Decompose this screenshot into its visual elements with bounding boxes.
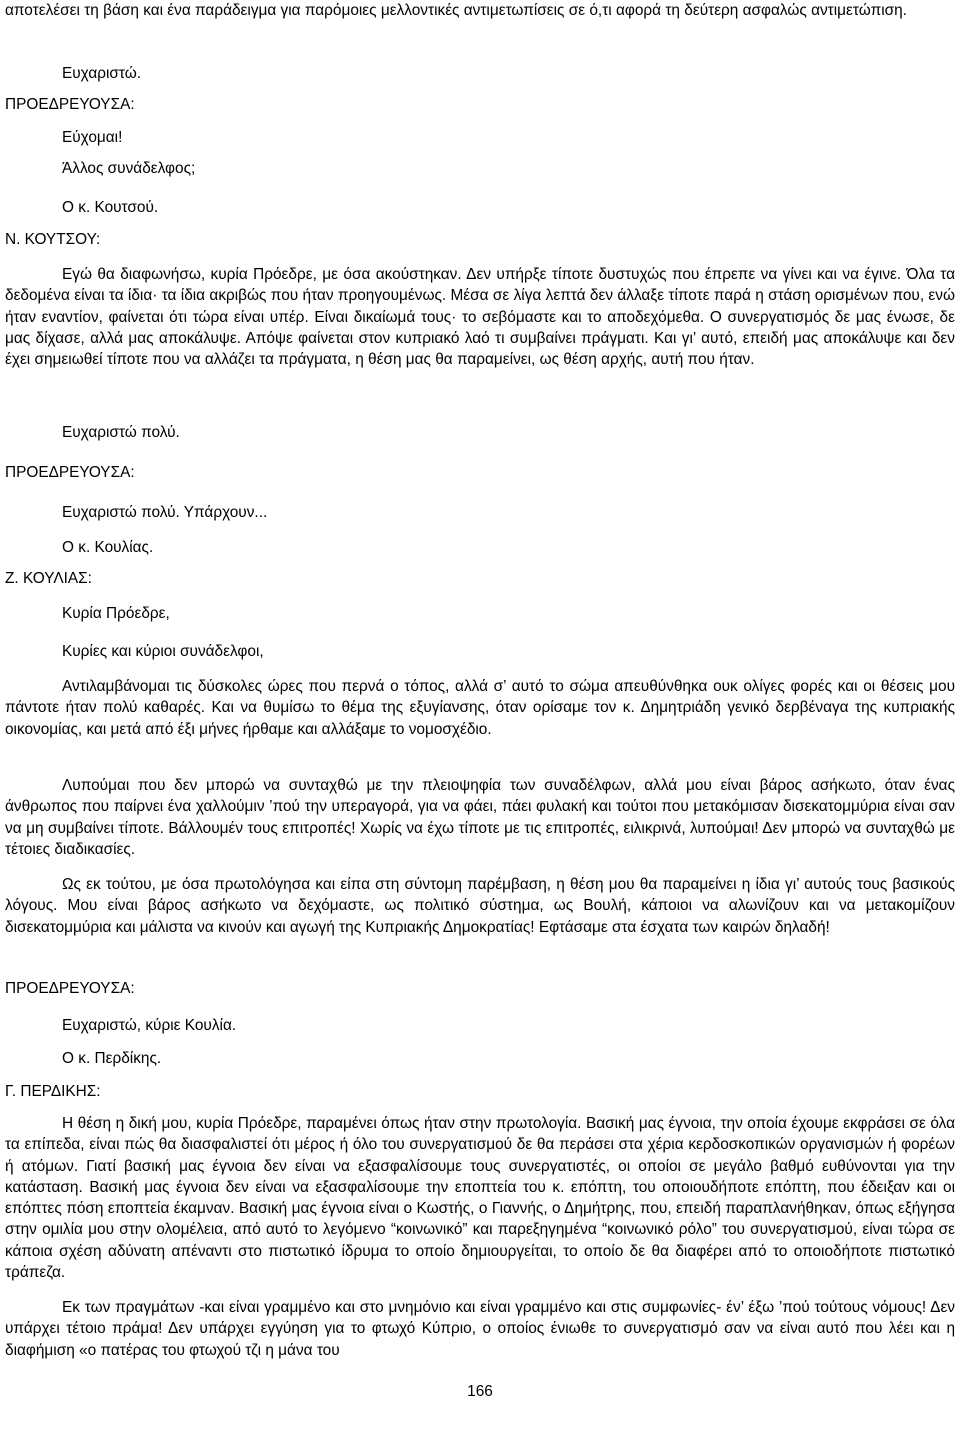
remark-thanks-koulias: Ευχαριστώ, κύριε Κουλία. (62, 1017, 237, 1034)
remark-thanks: Ευχαριστώ. (62, 65, 142, 82)
remark-thanks-there-are: Ευχαριστώ πολύ. Υπάρχουν... (62, 504, 268, 521)
salutation-colleagues: Κυρίες και κύριοι συνάδελφοι, (62, 643, 264, 660)
speaker-label-koulias: Ζ. ΚΟΥΛΙΑΣ: (5, 570, 92, 587)
paragraph-perdikis-1: Η θέση η δική μου, κυρία Πρόεδρε, παραμένει όπως ήταν στην πρωτολογία. Βασική μας έγνοια, την οποία έχουμε εκφράσει σε όλα τα επίπεδα, είναι πώς θα διασφαλιστεί ότι μέρος ή όλο του συνεργατισμού δε θα περάσει στα χέρια κερδοσκοπικών οργανισμών ή φορέων ή ατόμων. Γιατί βασική μας έγνοια δεν είναι να εξασφαλίσουμε τους συνεργατιστές, οι οποίοι σε μεγάλο βαθμό ευθύνονται για την κατάσταση. Βασική μας έγνοια δεν είναι να εξασφαλίσουμε την εποπτεία του κ. επόπτη, του οποιουδήποτε επόπτη, που έδειξαν και οι επόπτες πόση εποπτεία έκαμναν. Βασική μας έγνοια είναι ο Κωστής, ο Γιαννής, ο Δημήτρης, που, επειδή παραπλανήθηκαν, όπως εξήγησα στην ομιλία μου στην ολομέλεια, από αυτό το λεγόμενο “κοινωνικό” και παρεξηγημένα “κοινωνικό ρόλο” του συνεργατισμού, είναι τώρα σε κάποια σχέση αδύνατη απέναντι στο πιστωτικό ίδρυμα το οποίο δημιουργείται, το οποίο δε θα διαφέρει από το οποιοδήποτε πιστωτικό τράπεζα. (5, 1115, 955, 1282)
remark-other-colleague: Άλλος συνάδελφος; (62, 160, 196, 177)
paragraph-koulias-1: Αντιλαμβάνομαι τις δύσκολες ώρες που περνά ο τόπος, αλλά σ’ αυτό το σώμα απευθύνθηκα ουκ ολίγες φορές και οι θέσεις μου πάντοτε ήταν πολύ καθαρές. Και να θυμίσω το θέμα της εξυγίανσης, όταν ορίσαμε τον κ. Δημητριάδη γενικό δερβέναγα της κυπριακής οικονομίας, και μετά από έξι μήνες ήρθαμε και αλλάξαμε το νομοσχέδιο. (5, 678, 955, 738)
paragraph-koulias-2: Λυπούμαι που δεν μπορώ να συνταχθώ με την πλειοψηφία των συναδέλφων, αλλά μου είναι βάρος ασήκωτο, όταν ένας άνθρωπος που παίρνει ένα χαλλούμιν ’πού την υπεραγορά, για να φάει, πάει φυλακή και τούτοι που μετακόμισαν δισεκατομμύρια είναι σαν να μη συμβαίνει τίποτε. Βάλλουμέν τους επιτροπές! Χωρίς να έχω τίποτε με τις επιτροπές, ειλικρινά, λυπούμαι! Δεν μπορώ να συνταχθώ με τέτοιες διαδικασίες. (5, 777, 955, 858)
remark-call-koulias: Ο κ. Κουλίας. (62, 539, 154, 556)
paragraph-continuation: αποτελέσει τη βάση και ένα παράδειγμα για παρόμοιες μελλοντικές αντιμετωπίσεις σε ό,τι αφορά τη δεύτερη ασφαλώς αντιμετώπιση. (5, 2, 907, 19)
remark-call-koutsou: Ο κ. Κουτσού. (62, 199, 159, 216)
salutation-madam: Κυρία Πρόεδρε, (62, 605, 170, 622)
speaker-label-chair: ΠΡΟΕΔΡΕΥΟΥΣΑ: (5, 464, 135, 481)
speaker-label-chair: ΠΡΟΕΔΡΕΥΟΥΣΑ: (5, 96, 135, 113)
speaker-label-koutsou: Ν. ΚΟΥΤΣΟΥ: (5, 231, 101, 248)
paragraph-koulias-3: Ως εκ τούτου, με όσα πρωτολόγησα και είπα στη σύντομη παρέμβαση, η θέση μου θα παραμείνει η ίδια γι’ αυτούς τους βασικούς λόγους. Μου είναι βάρος ασήκωτο να δεχόμαστε, ως πολιτικό σύστημα, ως Βουλή, κάποιοι να αλωνίζουν και να μετακομίζουν δισεκατομμύρια και μάλιστα να κινούν και αγωγή της Κυπριακής Δημοκρατίας! Εφτάσαμε στα έσχατα των καιρών δηλαδή! (5, 876, 955, 936)
remark-wish: Εύχομαι! (62, 129, 123, 146)
remark-thanks-much: Ευχαριστώ πολύ. (62, 424, 180, 441)
paragraph-koutsou: Εγώ θα διαφωνήσω, κυρία Πρόεδρε, με όσα ακούστηκαν. Δεν υπήρξε τίποτε δυστυχώς που έπρεπε να γίνει και να έγινε. Όλα τα δεδομένα είναι τα ίδια· τα ίδια ακριβώς που ήταν προηγουμένως. Μέσα σε λίγα λεπτά δεν άλλαξε τίποτε παρά η στάση ορισμένων που, ενώ ήταν εναντίον, φαίνεται ότι τώρα είναι υπέρ. Είναι δικαίωμά τους· το σεβόμαστε και το αποδεχόμεθα. Ο συνεργατισμός δε μας ένωσε, δε μας δίχασε, αλλά μας αποκάλυψε. Απόψε φαίνεται στον κυπριακό λαό τι συμβαίνει πράγματι. Και γι’ αυτό, επειδή μας αποκάλυψε και δεν έχει σημειωθεί τίποτε που να αλλάζει τα πράγματα, η θέση μας θα παραμείνει, ως θέση αρχής, αυτή που ήταν. (5, 266, 955, 369)
speaker-label-chair: ΠΡΟΕΔΡΕΥΟΥΣΑ: (5, 980, 135, 997)
paragraph-perdikis-2: Εκ των πραγμάτων -και είναι γραμμένο και στο μνημόνιο και είναι γραμμένο και στις συμφωνίες- έν’ έξω ’πού τούτους νόμους! Δεν υπάρχει τέτοιο πράμα! Δεν υπάρχει εγγύηση για το φτωχό Κύπριο, ο οποίος ένιωθε το συνεργατισμό σαν να είναι αυτό που λέει και η διαφήμιση «ο πατέρας του φτωχού τζι η μάνα του (5, 1299, 955, 1359)
remark-call-perdikis: Ο κ. Περδίκης. (62, 1050, 162, 1067)
speaker-label-perdikis: Γ. ΠΕΡΔΙΚΗΣ: (5, 1083, 101, 1100)
page-number: 166 (467, 1383, 493, 1400)
